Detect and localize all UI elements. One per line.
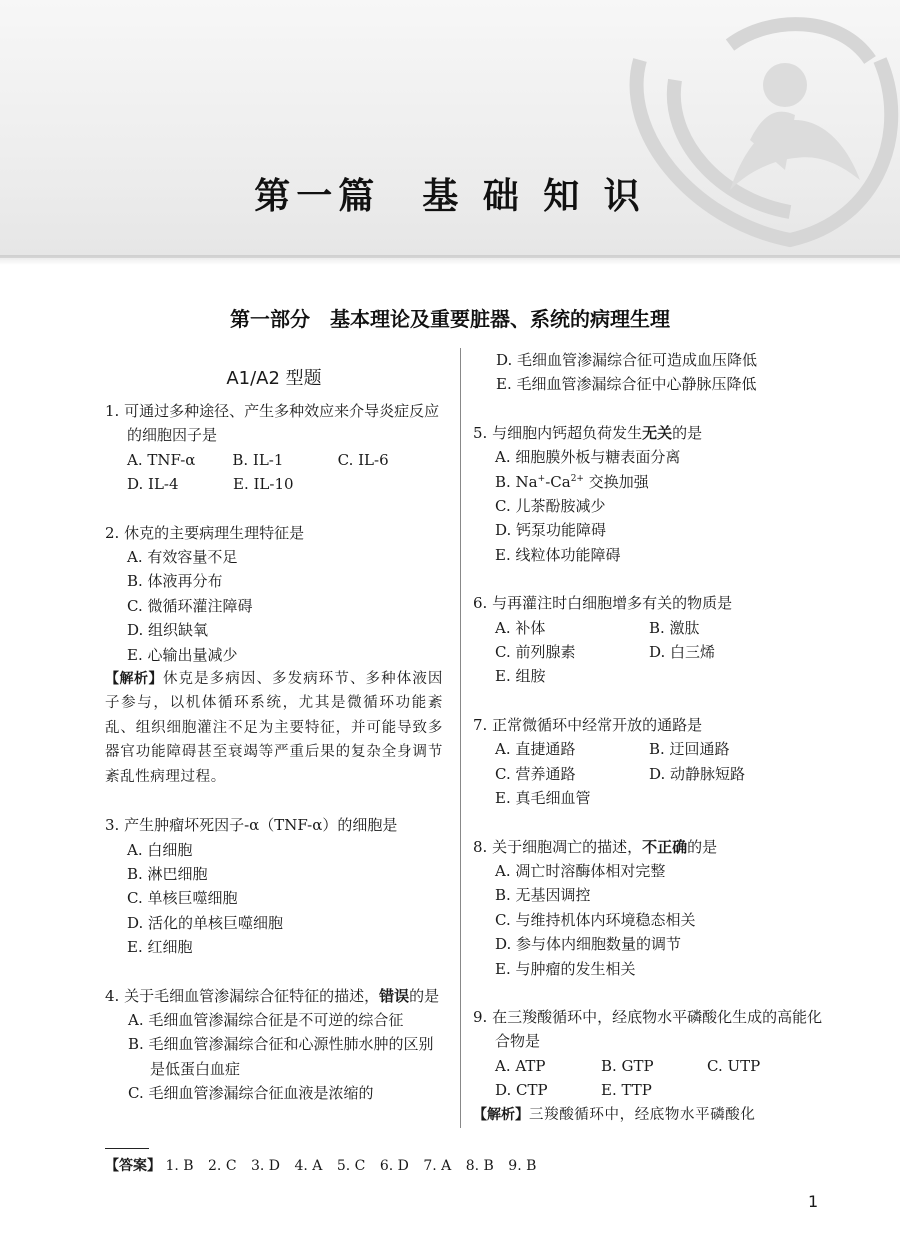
option-row — [473, 616, 833, 640]
option-e: E. 线粒体功能障碍 — [495, 545, 621, 564]
book-title: 第一篇 基 础 知 识 — [254, 176, 646, 217]
question-9 — [473, 1005, 833, 1127]
answer-item: 8. B — [465, 1158, 494, 1174]
question-7 — [473, 713, 833, 811]
column-divider — [460, 348, 461, 1128]
footnote-rule — [105, 1148, 149, 1149]
question-3 — [105, 813, 443, 959]
right-column — [473, 348, 833, 1151]
question-2 — [105, 521, 443, 789]
question-stem — [473, 835, 833, 859]
option-b: B. GTP — [601, 1056, 654, 1075]
explanation-text: 三羧酸循环中，经底物水平磷酸化 — [529, 1106, 756, 1123]
option-b-text: -Ca — [545, 472, 571, 491]
answer-item: 9. B — [508, 1158, 537, 1174]
header-banner — [0, 0, 900, 258]
option-row — [105, 472, 443, 496]
stem-emphasis: 错误 — [379, 986, 410, 1005]
option-c: C. 前列腺素 — [495, 643, 576, 662]
option-d: D. 活化的单核巨噬细胞 — [127, 913, 284, 932]
option-d: D. 钙泵功能障碍 — [495, 521, 607, 540]
question-1 — [105, 399, 443, 497]
option-b: B. 淋巴细胞 — [127, 864, 208, 883]
option-a: A. 有效容量不足 — [127, 548, 238, 567]
option-a: A. 补体 — [495, 618, 546, 637]
option-d: D. 组织缺氧 — [127, 621, 209, 640]
option-d: D. 参与体内细胞数量的调节 — [495, 935, 682, 954]
option-row — [473, 762, 833, 786]
banner-shadow — [0, 255, 900, 265]
stem-text-end: 的是 — [409, 986, 440, 1005]
option-a: A. 凋亡时溶酶体相对完整 — [495, 861, 666, 880]
answer-item: 7. A — [423, 1158, 452, 1174]
option-e: E. 组胺 — [495, 667, 546, 686]
superscript: 2+ — [570, 473, 584, 484]
stem-text-end: 的是 — [672, 423, 703, 442]
answer-item: 2. C — [208, 1158, 237, 1174]
question-stem — [105, 984, 443, 1008]
option-row — [105, 448, 443, 472]
option-c: C. 微循环灌注障碍 — [127, 596, 253, 615]
explanation — [105, 667, 443, 789]
option-row — [473, 1054, 833, 1078]
option-d: D. 白三烯 — [649, 643, 716, 662]
option-a: A. 白细胞 — [127, 840, 193, 859]
option-e: E. IL-10 — [233, 475, 294, 494]
answer-key-label: 【答案】 — [105, 1158, 161, 1174]
option-c: C. 与维持机体内环境稳态相关 — [495, 910, 696, 929]
option-c: C. 单核巨噬细胞 — [127, 889, 238, 908]
question-4-continued — [473, 348, 833, 397]
option-c: C. IL-6 — [337, 450, 389, 469]
stem-text: 5. 与细胞内钙超负荷发生 — [473, 423, 643, 442]
answer-item: 6. D — [379, 1158, 409, 1174]
explanation-tag: 【解析】 — [473, 1106, 529, 1123]
answer-item: 5. C — [336, 1158, 366, 1174]
option-a: A. ATP — [495, 1056, 546, 1075]
option-b-text: 交换加强 — [583, 472, 649, 491]
question-4 — [105, 984, 443, 1106]
option-b-text: B. Na — [495, 472, 538, 491]
option-row — [473, 640, 833, 664]
option-b: B. IL-1 — [232, 450, 284, 469]
stem-text: 8. 关于细胞凋亡的描述， — [473, 837, 643, 856]
stem-emphasis: 无关 — [642, 423, 673, 442]
question-stem — [473, 421, 833, 445]
answer-item: 1. B — [165, 1158, 194, 1174]
answer-item: 4. A — [294, 1158, 323, 1174]
option-e: E. 红细胞 — [127, 938, 193, 957]
stem-text-end: 的是 — [687, 837, 718, 856]
answer-key — [105, 1156, 546, 1176]
question-stem: 6. 与再灌注时白细胞增多有关的物质是 — [473, 594, 733, 613]
option-d: D. 动静脉短路 — [649, 764, 746, 783]
option-d: D. IL-4 — [127, 475, 179, 494]
stem-emphasis: 不正确 — [642, 837, 688, 856]
option-row — [473, 737, 833, 761]
option-d: D. CTP — [495, 1081, 548, 1100]
option-a: A. 细胞膜外板与糖表面分离 — [495, 448, 681, 467]
option-e: E. 毛细血管渗漏综合征中心静脉压降低 — [496, 375, 757, 394]
explanation — [473, 1103, 833, 1127]
question-stem: 2. 休克的主要病理生理特征是 — [105, 523, 305, 542]
stem-text: 4. 关于毛细血管渗漏综合征特征的描述， — [105, 986, 380, 1005]
page-number: 1 — [808, 1192, 819, 1211]
question-stem: 9. 在三羧酸循环中，经底物水平磷酸化生成的高能化合物是 — [473, 1007, 823, 1051]
option-e: E. TTP — [601, 1081, 652, 1100]
question-8 — [473, 835, 833, 981]
option-b: B. 激肽 — [649, 618, 700, 637]
option-b: B. 体液再分布 — [127, 572, 223, 591]
section-title: A1/A2 型题 — [226, 368, 322, 389]
part-title: 第一部分 基本理论及重要脏器、系统的病理生理 — [230, 307, 670, 331]
question-6 — [473, 591, 833, 689]
option-c: C. UTP — [707, 1056, 761, 1075]
question-stem: 1. 可通过多种途径、产生多种效应来介导炎症反应的细胞因子是 — [105, 402, 440, 445]
answer-item: 3. D — [251, 1158, 281, 1174]
option-e: E. 真毛细血管 — [495, 789, 591, 808]
option-e: E. 心输出量减少 — [127, 645, 238, 664]
option-c: C. 营养通路 — [495, 764, 576, 783]
option-a: A. 直捷通路 — [495, 740, 576, 759]
option-b: B. 毛细血管渗漏综合征和心源性肺水肿的区别是低蛋白血症 — [128, 1035, 434, 1078]
option-row — [473, 1078, 833, 1102]
option-c: C. 毛细血管渗漏综合征血液是浓缩的 — [128, 1084, 374, 1103]
option-b: B. 无基因调控 — [495, 886, 591, 905]
question-stem: 7. 正常微循环中经常开放的通路是 — [473, 715, 703, 734]
question-5 — [473, 421, 833, 567]
option-e: E. 与肿瘤的发生相关 — [495, 959, 636, 978]
explanation-tag: 【解析】 — [105, 671, 163, 688]
explanation-text: 休克是多病因、多发病环节、多种体液因子参与，以机体循环系统，尤其是微循环功能紊乱、组织细胞灌注不足为主要特征，并可能导致多器官功能障碍甚至衰竭等严重后果的复杂全身调节紊乱性病理过程。 — [105, 671, 443, 785]
option-a: A. TNF-α — [127, 450, 196, 469]
question-stem: 3. 产生肿瘤坏死因子-α（TNF-α）的细胞是 — [105, 816, 398, 835]
superscript: + — [537, 473, 546, 484]
option-c: C. 儿茶酚胺减少 — [495, 497, 606, 516]
left-column — [105, 348, 443, 1130]
option-b — [473, 470, 833, 494]
option-b: B. 迂回通路 — [649, 740, 730, 759]
option-a: A. 毛细血管渗漏综合征是不可逆的综合征 — [128, 1010, 404, 1029]
option-d: D. 毛细血管渗漏综合征可造成血压降低 — [496, 351, 758, 369]
